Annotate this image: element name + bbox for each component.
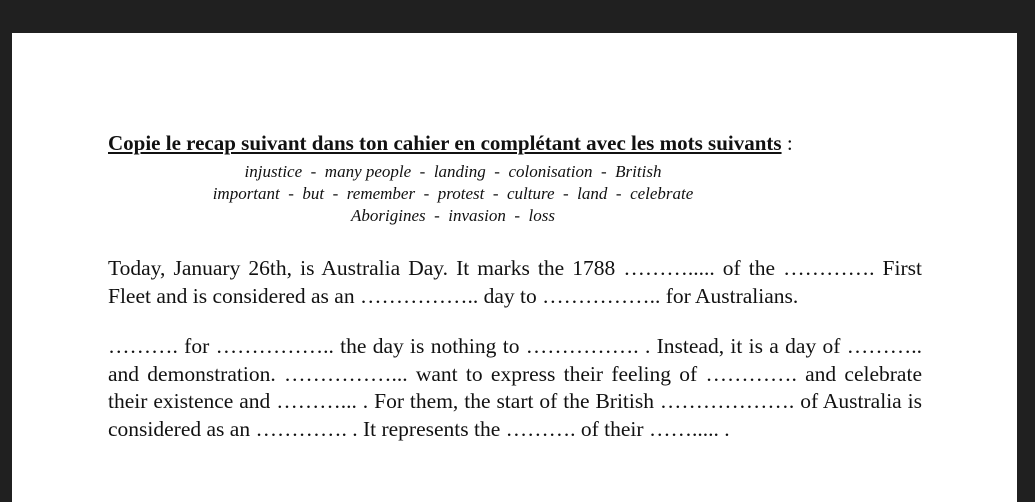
paragraph-aborigines: ………. for …………….. the day is nothing to ……………. . Instead, it is a day of ……….. and demonstration. ……………... want to express their feeling of …………. and celebrate their existence and ………... . For them, the start of the British ………………. of Australia is considered as an …………. . It represents the ………. of their ……..... . bbox=[108, 334, 922, 441]
word-bank bbox=[108, 161, 798, 227]
word-bank-line: important - but - remember - protest - culture - land - celebrate bbox=[212, 184, 694, 203]
word-bank-line: injustice - many people - landing - colonisation - British bbox=[244, 162, 662, 181]
instruction-title: Copie le recap suivant dans ton cahier en complétant avec les mots suivants bbox=[108, 131, 782, 155]
instruction-colon: : bbox=[781, 131, 793, 155]
instruction-heading bbox=[108, 131, 938, 156]
document-page bbox=[12, 33, 1017, 502]
word-bank-line: Aborigines - invasion - loss bbox=[351, 206, 555, 225]
paragraph-australia-day: Today, January 26th, is Australia Day. It marks the 1788 ………..... of the …………. First Fleet and is considered as an …………….. day to …………….. for Australians. bbox=[108, 256, 922, 308]
